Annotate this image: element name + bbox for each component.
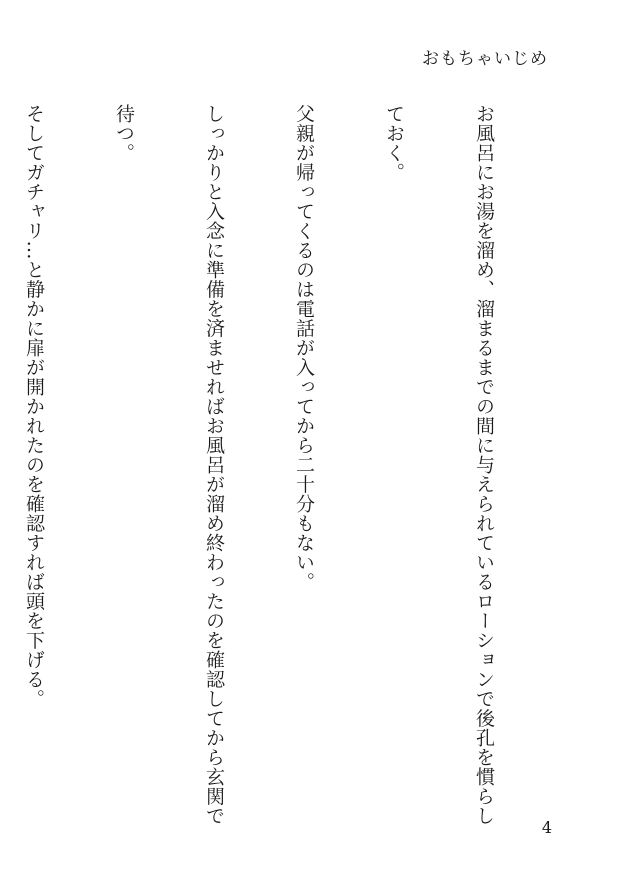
text-line: しっかりと入念に準備を済ませればお風呂が溜め終わったのを確認してから玄関で bbox=[203, 104, 225, 826]
text-line: 父親が帰ってくるのは電話が入ってから二十分もない。 bbox=[293, 104, 315, 592]
running-header-title: おもちゃいじめ bbox=[422, 49, 548, 69]
vertical-text-body bbox=[0, 104, 559, 824]
text-line: 待つ。 bbox=[113, 104, 135, 163]
text-line: お風呂にお湯を溜め、溜まるまでの間に与えられているローションで後孔を慣らし bbox=[473, 104, 495, 826]
page-number: 4 bbox=[541, 818, 552, 837]
text-line: そしてガチャリ…と静かに扉が開かれたのを確認すれば頭を下げる。 bbox=[23, 104, 45, 709]
text-line: ておく。 bbox=[383, 104, 405, 182]
